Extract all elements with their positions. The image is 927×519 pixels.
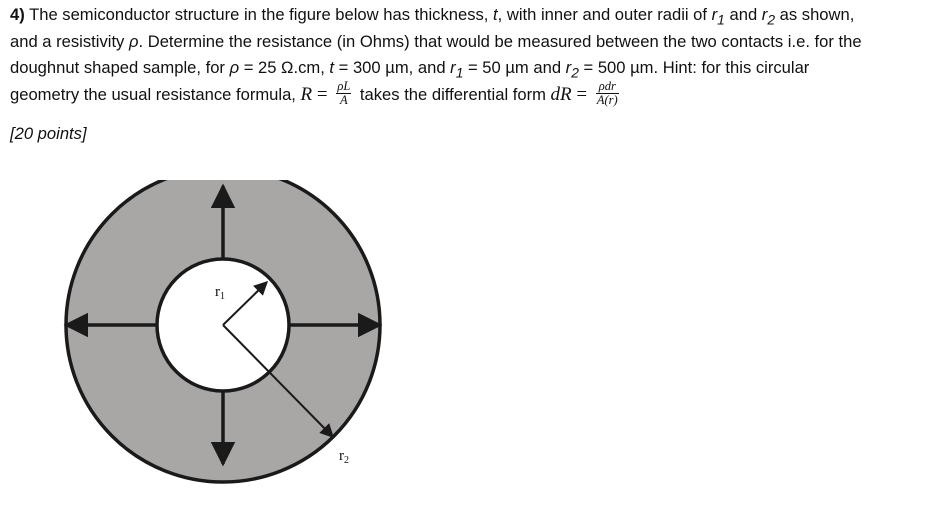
text-segment: . Determine the resistance (in Ohms) that would be measured between the two contacts i.e. for the bbox=[138, 31, 862, 51]
fraction-denominator: A bbox=[340, 92, 348, 107]
problem-line-4 bbox=[10, 78, 920, 109]
text-segment: , with inner and outer radii of bbox=[497, 5, 712, 24]
var-r1: r bbox=[450, 58, 456, 77]
text-segment: = 300 µm, and bbox=[334, 58, 451, 77]
subscript: 2 bbox=[571, 64, 579, 81]
text-segment: doughnut shaped sample, for bbox=[10, 58, 230, 77]
var-t: t bbox=[493, 5, 498, 24]
text-segment: and bbox=[724, 5, 762, 24]
problem-line-1 bbox=[10, 2, 920, 29]
var-R: R bbox=[300, 83, 313, 105]
fraction-numerator: ρdr bbox=[596, 80, 619, 94]
subscript: 1 bbox=[717, 11, 725, 28]
text-segment: as shown, bbox=[775, 5, 855, 24]
text-segment: = 500 µm. Hint: for this circular bbox=[578, 58, 810, 77]
label-r2: $r_2$ bbox=[339, 448, 349, 466]
text-segment: The semiconductor structure in the figure below has thickness, bbox=[29, 5, 494, 24]
var-rho: ρ bbox=[229, 58, 240, 77]
var-r1: r bbox=[711, 5, 718, 24]
equals-sign: = bbox=[312, 83, 333, 105]
problem-number: 4) bbox=[10, 5, 25, 24]
var-r2: r bbox=[565, 58, 572, 77]
text-segment: and a resistivity bbox=[10, 31, 129, 51]
subscript: 2 bbox=[767, 11, 776, 28]
problem-line-3 bbox=[10, 55, 920, 82]
text-segment: takes the differential form bbox=[355, 84, 551, 104]
label-r1: $r_1$ bbox=[215, 284, 225, 302]
text-segment: geometry the usual resistance formula, bbox=[10, 84, 301, 104]
subscript: 1 bbox=[455, 64, 464, 81]
doughnut-figure bbox=[60, 180, 390, 510]
var-rho: ρ bbox=[128, 31, 139, 51]
points-label: [20 points] bbox=[10, 124, 87, 143]
var-dR: dR bbox=[550, 83, 572, 105]
var-t: t bbox=[329, 58, 335, 77]
fraction-numerator: ρL bbox=[337, 78, 351, 93]
equals-sign: = bbox=[571, 83, 592, 105]
fraction-denominator: A(r) bbox=[596, 92, 618, 107]
fraction-rhoL-over-A bbox=[336, 80, 351, 107]
text-segment: = 25 Ω.cm, bbox=[239, 58, 330, 77]
problem-text bbox=[10, 2, 920, 108]
var-r2: r bbox=[761, 5, 768, 24]
text-segment: = 50 µm and bbox=[463, 58, 566, 77]
problem-line-2 bbox=[10, 29, 920, 56]
fraction-rhodr-over-Ar bbox=[596, 80, 619, 107]
